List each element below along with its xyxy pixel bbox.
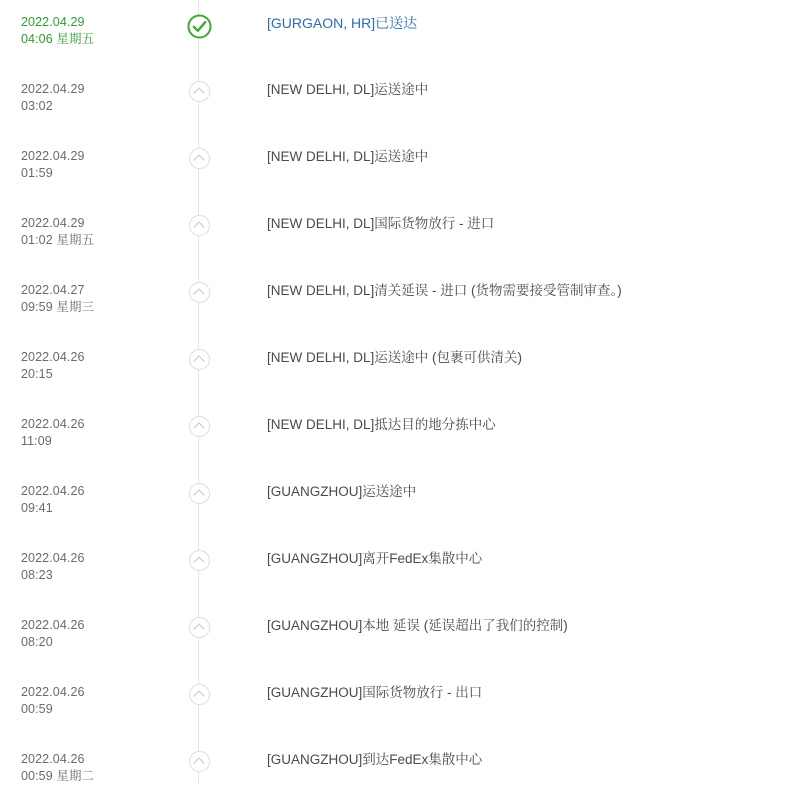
- chevron-up-icon: [189, 349, 210, 370]
- event-description: [NEW DELHI, DL]运送途中: [267, 149, 429, 164]
- table-row[interactable]: [0, 402, 796, 469]
- chevron-up-icon: [189, 684, 210, 705]
- event-timestamp: [0, 201, 170, 249]
- event-description: [NEW DELHI, DL]运送途中 (包裹可供清关): [267, 350, 523, 365]
- table-row[interactable]: [0, 737, 796, 804]
- event-date-line: 2022.04.26: [21, 484, 85, 498]
- table-row[interactable]: [0, 201, 796, 268]
- event-date-line: 2022.04.26: [21, 350, 85, 364]
- table-row[interactable]: [0, 536, 796, 603]
- event-date-line: 2022.04.29: [21, 216, 85, 230]
- event-description: [GUANGZHOU]运送途中: [267, 484, 417, 499]
- chevron-up-icon: [189, 282, 210, 303]
- event-time-line: 00:59: [21, 702, 53, 716]
- event-time-line: 08:23: [21, 568, 53, 582]
- table-row[interactable]: [0, 603, 796, 670]
- event-time-line: 11:09: [21, 434, 52, 448]
- chevron-up-icon: [189, 81, 210, 102]
- event-timestamp: [0, 268, 170, 316]
- event-timestamp: [0, 469, 170, 517]
- table-row[interactable]: [0, 0, 796, 67]
- event-timestamp: [0, 536, 170, 584]
- event-timestamp: [0, 603, 170, 651]
- event-timestamp: [0, 737, 170, 785]
- event-marker: [170, 335, 228, 370]
- event-time-line: 20:15: [21, 367, 53, 381]
- event-description: [GUANGZHOU]国际货物放行 - 出口: [267, 685, 483, 700]
- chevron-up-icon: [189, 751, 210, 772]
- event-time-line: 09:41: [21, 501, 53, 515]
- event-timestamp: [0, 67, 170, 115]
- table-row[interactable]: [0, 268, 796, 335]
- event-date-line: 2022.04.27: [21, 283, 85, 297]
- table-row[interactable]: [0, 469, 796, 536]
- event-marker: [170, 402, 228, 437]
- event-time-line: 08:20: [21, 635, 53, 649]
- event-time-line: 04:06 星期五: [21, 32, 95, 46]
- event-marker: [170, 603, 228, 638]
- event-date-line: 2022.04.26: [21, 618, 85, 632]
- event-marker: [170, 201, 228, 236]
- event-timestamp: [0, 670, 170, 718]
- event-description: [GUANGZHOU]到达FedEx集散中心: [267, 752, 483, 767]
- event-timestamp: [0, 0, 170, 48]
- event-time-line: 00:59 星期二: [21, 769, 95, 783]
- event-time-line: 09:59 星期三: [21, 300, 95, 314]
- chevron-up-icon: [189, 617, 210, 638]
- table-row[interactable]: [0, 335, 796, 402]
- event-date-line: 2022.04.29: [21, 149, 85, 163]
- event-date-line: 2022.04.26: [21, 551, 85, 565]
- event-timestamp: [0, 335, 170, 383]
- event-marker: [170, 67, 228, 102]
- event-marker: [170, 536, 228, 571]
- chevron-up-icon: [189, 148, 210, 169]
- chevron-up-icon: [189, 215, 210, 236]
- event-time-line: 03:02: [21, 99, 53, 113]
- event-time-line: 01:59: [21, 166, 53, 180]
- event-date-line: 2022.04.26: [21, 417, 85, 431]
- table-row[interactable]: [0, 67, 796, 134]
- table-row[interactable]: [0, 134, 796, 201]
- table-row[interactable]: [0, 670, 796, 737]
- event-description[interactable]: [GURGAON, HR]已送达: [267, 15, 418, 31]
- event-marker: [170, 134, 228, 169]
- event-description: [NEW DELHI, DL]运送途中: [267, 82, 429, 97]
- event-date-line: 2022.04.29: [21, 15, 85, 29]
- event-timestamp: [0, 134, 170, 182]
- event-time-line: 01:02 星期五: [21, 233, 95, 247]
- event-marker: [170, 670, 228, 705]
- event-marker: [170, 469, 228, 504]
- event-date-line: 2022.04.26: [21, 685, 85, 699]
- event-description: [GUANGZHOU]本地 延误 (延误超出了我们的控制): [267, 618, 568, 633]
- event-marker: [170, 0, 228, 39]
- event-description: [NEW DELHI, DL]国际货物放行 - 进口: [267, 216, 495, 231]
- event-description: [NEW DELHI, DL]抵达目的地分拣中心: [267, 417, 496, 432]
- chevron-up-icon: [189, 416, 210, 437]
- event-marker: [170, 268, 228, 303]
- event-description: [NEW DELHI, DL]清关延误 - 进口 (货物需要接受管制审查。): [267, 283, 622, 298]
- event-timestamp: [0, 402, 170, 450]
- chevron-up-icon: [189, 550, 210, 571]
- event-marker: [170, 737, 228, 772]
- chevron-up-icon: [189, 483, 210, 504]
- event-date-line: 2022.04.26: [21, 752, 85, 766]
- check-circle-icon: [187, 14, 212, 39]
- event-description: [GUANGZHOU]离开FedEx集散中心: [267, 551, 483, 566]
- event-date-line: 2022.04.29: [21, 82, 85, 96]
